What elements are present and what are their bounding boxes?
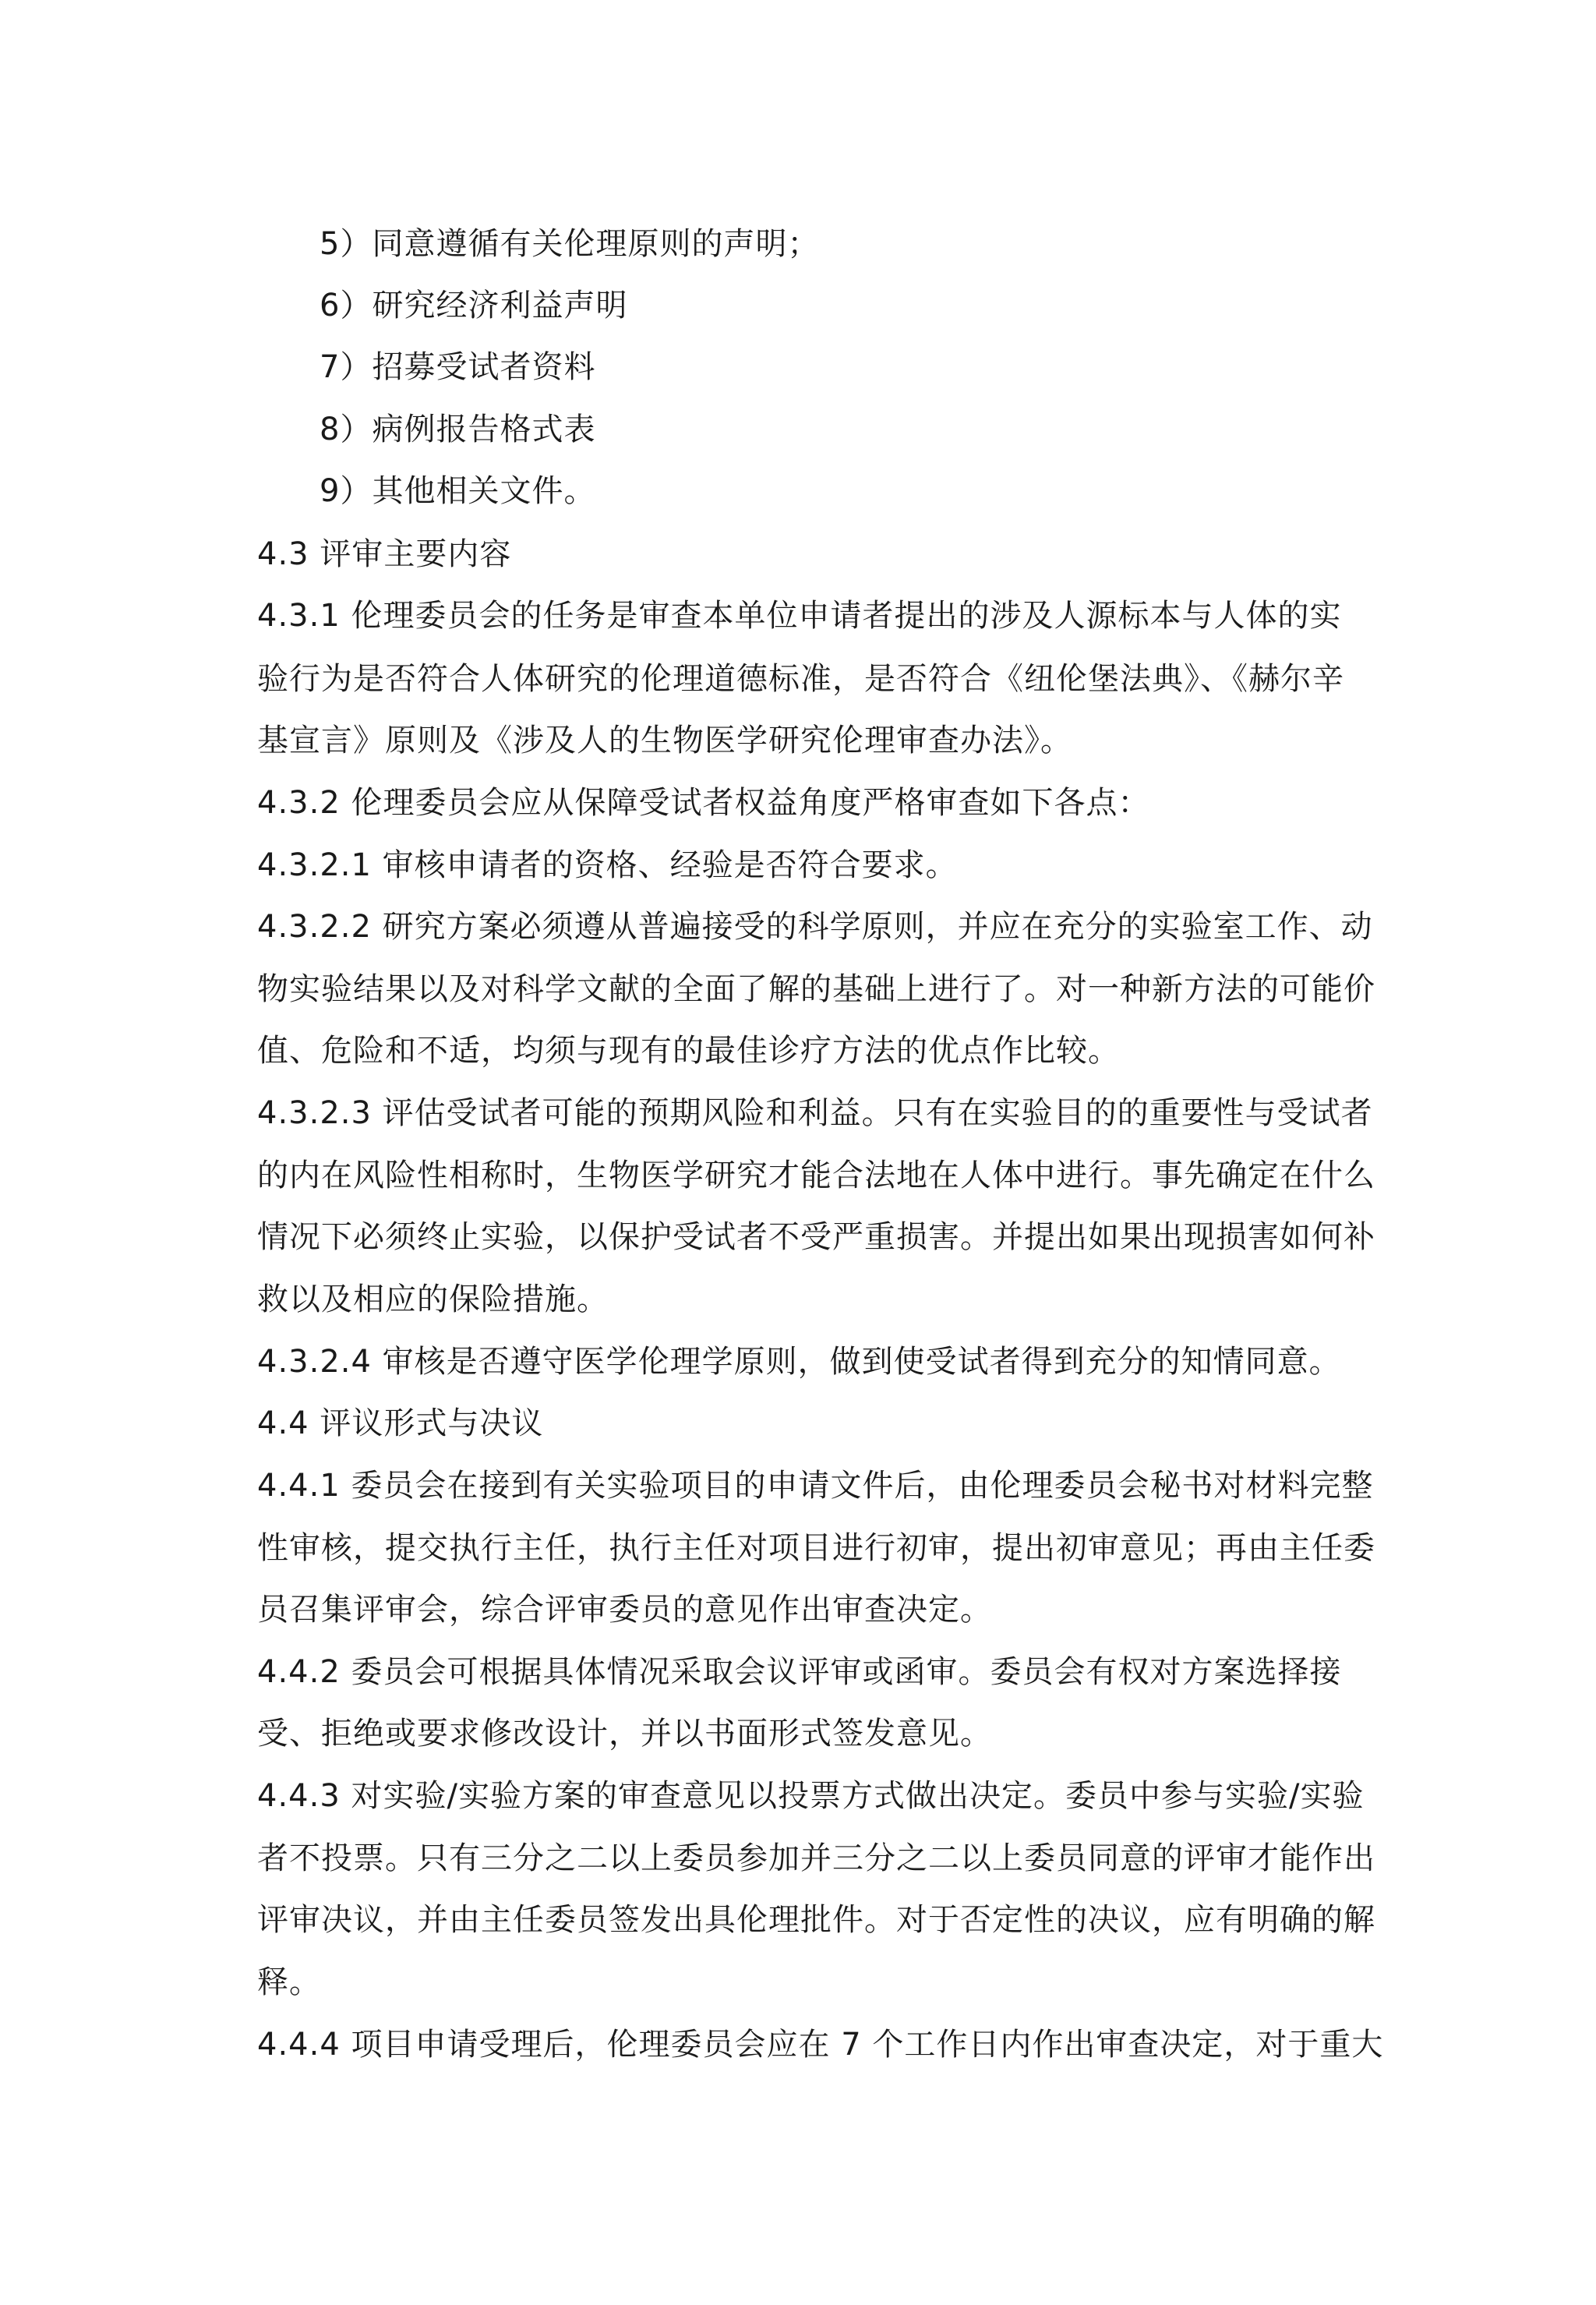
paragraph-line: 受、拒绝或要求修改设计，并以书面形式签发意见。	[257, 1716, 992, 1752]
paragraph-line: 释。	[257, 1964, 321, 2000]
paragraph-line: 4.4.1 委员会在接到有关实验项目的申请文件后，由伦理委员会秘书对材料完整	[257, 1468, 1374, 1504]
section-heading-4-3: 4.3 评审主要内容	[257, 536, 512, 572]
section-heading-4-4: 4.4 评议形式与决议	[257, 1405, 544, 1441]
paragraph-line: 基宣言》原则及《涉及人的生物医学研究伦理审查办法》。	[257, 723, 1072, 758]
paragraph-line: 值、危险和不适，均须与现有的最佳诊疗方法的优点作比较。	[257, 1033, 1120, 1069]
list-item-9: 9）其他相关文件。	[320, 473, 596, 509]
paragraph-line: 4.4.2 委员会可根据具体情况采取会议评审或函审。委员会有权对方案选择接	[257, 1654, 1342, 1690]
paragraph-line: 的内在风险性相称时，生物医学研究才能合法地在人体中进行。事先确定在什么	[257, 1158, 1375, 1193]
paragraph-line: 救以及相应的保险措施。	[257, 1282, 609, 1317]
paragraph-line: 员召集评审会，综合评审委员的意见作出审查决定。	[257, 1592, 992, 1628]
list-item-7: 7）招募受试者资料	[320, 349, 596, 385]
paragraph-line: 验行为是否符合人体研究的伦理道德标准，是否符合《纽伦堡法典》、《赫尔辛	[257, 661, 1344, 697]
paragraph-line: 4.4.3 对实验/实验方案的审查意见以投票方式做出决定。委员中参与实验/实验	[257, 1778, 1365, 1814]
paragraph-line: 情况下必须终止实验，以保护受试者不受严重损害。并提出如果出现损害如何补	[257, 1219, 1375, 1255]
paragraph-line: 4.4.4 项目申请受理后，伦理委员会应在 7 个工作日内作出审查决定，对于重大	[257, 2027, 1384, 2063]
list-item-6: 6）研究经济利益声明	[320, 288, 628, 323]
paragraph-line: 4.3.1 伦理委员会的任务是审查本单位申请者提出的涉及人源标本与人体的实	[257, 598, 1342, 634]
paragraph-line: 评审决议，并由主任委员签发出具伦理批件。对于否定性的决议，应有明确的解	[257, 1902, 1375, 1938]
paragraph-line: 4.3.2 伦理委员会应从保障受试者权益角度严格审查如下各点：	[257, 785, 1150, 821]
paragraph-line: 者不投票。只有三分之二以上委员参加并三分之二以上委员同意的评审才能作出	[257, 1840, 1375, 1876]
paragraph-line: 性审核，提交执行主任，执行主任对项目进行初审，提出初审意见；再由主任委	[257, 1530, 1375, 1566]
list-item-5: 5）同意遵循有关伦理原则的声明；	[320, 226, 820, 262]
paragraph-line: 4.3.2.1 审核申请者的资格、经验是否符合要求。	[257, 847, 958, 883]
paragraph-line: 物实验结果以及对科学文献的全面了解的基础上进行了。对一种新方法的可能价	[257, 971, 1375, 1007]
paragraph-line: 4.3.2.3 评估受试者可能的预期风险和利益。只有在实验目的的重要性与受试者	[257, 1095, 1373, 1131]
list-item-8: 8）病例报告格式表	[320, 412, 596, 447]
paragraph-line: 4.3.2.4 审核是否遵守医学伦理学原则，做到使受试者得到充分的知情同意。	[257, 1344, 1341, 1380]
paragraph-line: 4.3.2.2 研究方案必须遵从普遍接受的科学原则，并应在充分的实验室工作、动	[257, 909, 1373, 945]
